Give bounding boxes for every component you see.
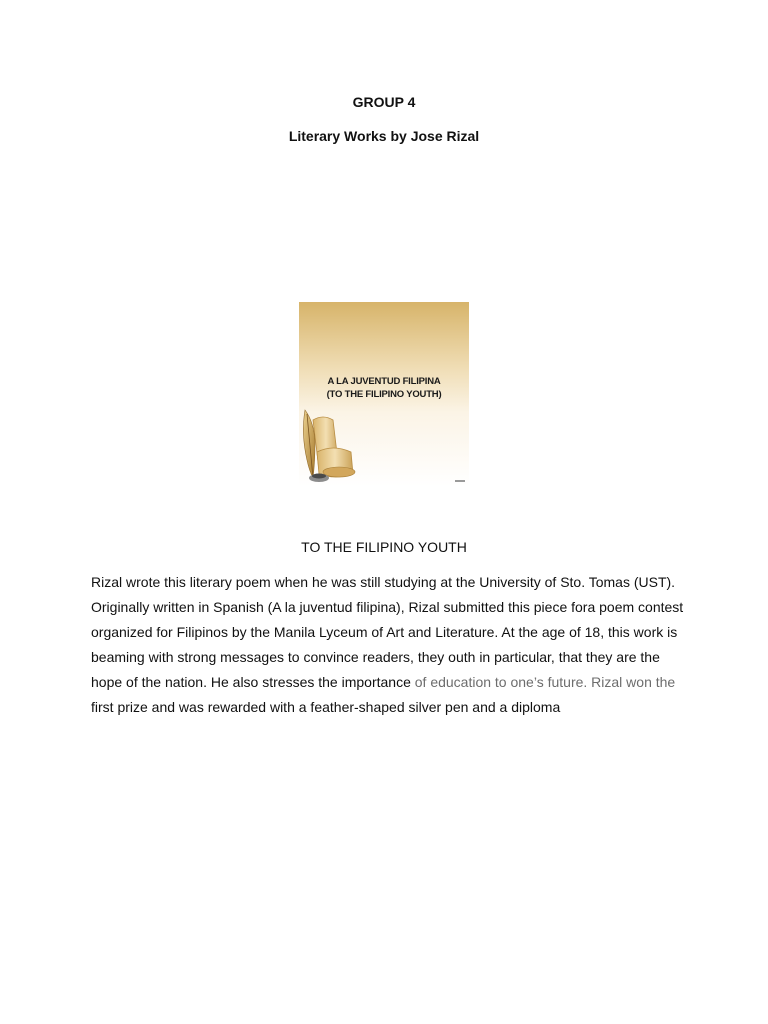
paragraph-line: first prize and was rewarded with a feather-shaped silver pen and a diploma bbox=[91, 699, 561, 715]
paragraph-line-faint-part: of education to one’s future. Rizal won the bbox=[414, 674, 676, 690]
paragraph-line-part: hope of the nation. He also stresses the importance bbox=[91, 674, 415, 690]
paragraph-line bbox=[91, 670, 691, 695]
paragraph-line: Rizal wrote this literary poem when he was still studying at the University of Sto. Tomas (UST). bbox=[91, 574, 676, 590]
group-title: GROUP 4 bbox=[352, 94, 416, 110]
cover-caption-line-1: A LA JUVENTUD FILIPINA bbox=[327, 376, 441, 387]
paragraph-line: beaming with strong messages to convince readers, they outh in particular, that they are the bbox=[91, 649, 660, 665]
body-paragraph bbox=[91, 570, 691, 720]
cover-caption-line-2: (TO THE FILIPINO YOUTH) bbox=[326, 389, 442, 400]
document-title: Literary Works by Jose Rizal bbox=[288, 128, 480, 144]
paragraph-line: organized for Filipinos by the Manila Lyceum of Art and Literature. At the age of 18, this work is bbox=[91, 624, 678, 640]
paragraph-line: Originally written in Spanish (A la juventud filipina), Rizal submitted this piece fora poem contest bbox=[91, 599, 684, 615]
section-heading: TO THE FILIPINO YOUTH bbox=[301, 539, 467, 555]
cover-image-caption bbox=[299, 375, 469, 401]
